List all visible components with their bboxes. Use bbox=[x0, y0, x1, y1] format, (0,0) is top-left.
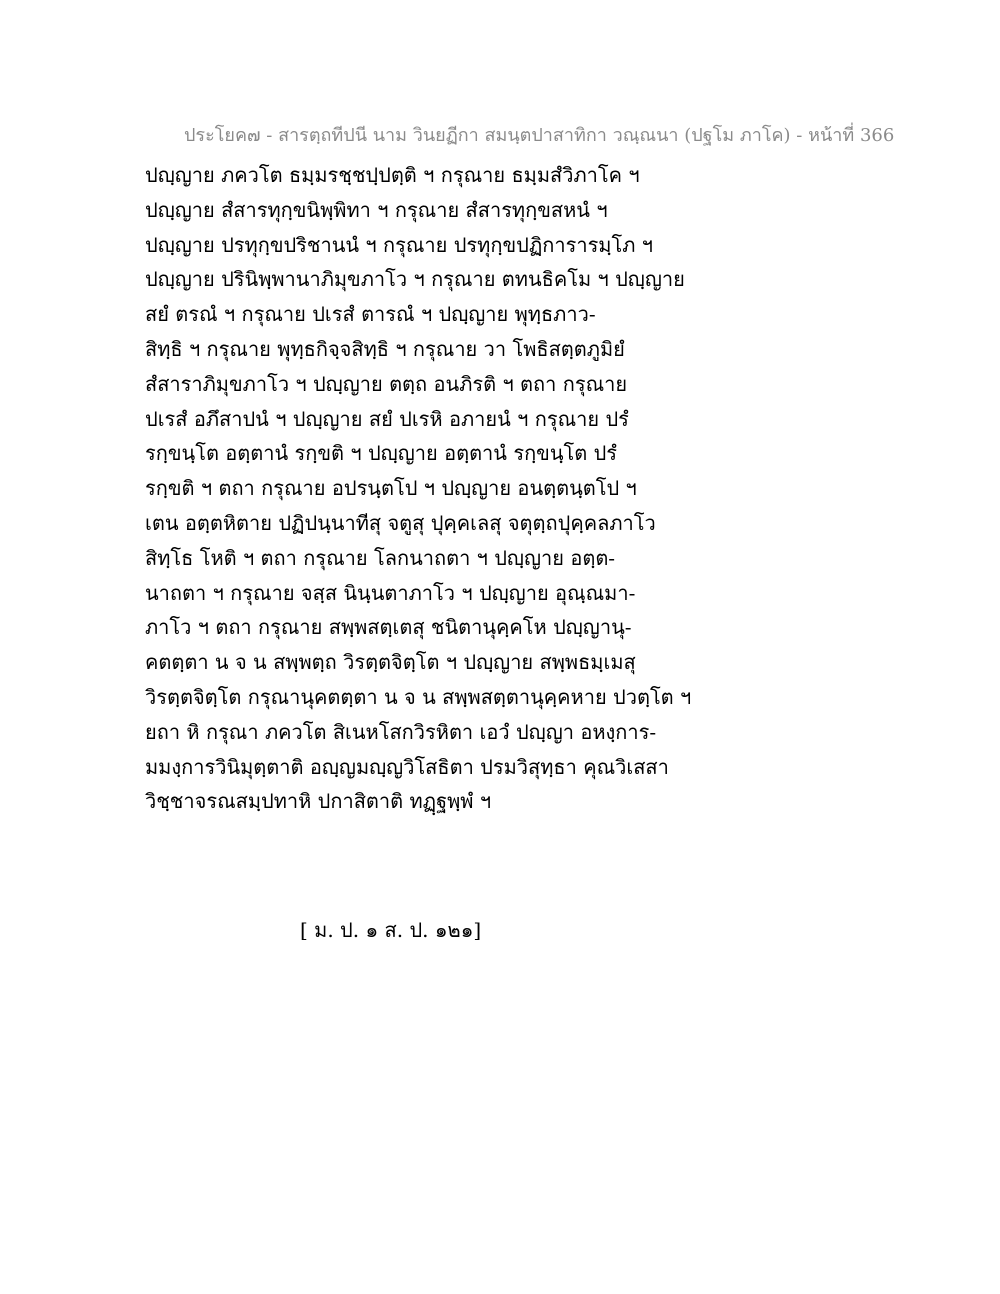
source-citation: [ ม. ป. ๑ ส. ป. ๑๒๑] bbox=[300, 918, 482, 942]
text-line: ยถา หิ กรุณา ภควโต สิเนหโสกวิรหิตา เอวํ ปญฺญา อหงฺการ- bbox=[145, 719, 657, 744]
text-line: สิทฺธิ ฯ กรุณาย พุทฺธกิจฺจสิทฺธิ ฯ กรุณาย วา โพธิสตฺตภูมิยํ bbox=[145, 336, 625, 361]
text-line: ภาโว ฯ ตถา กรุณาย สพฺพสตฺเตสุ ชนิตานุคฺคโห ปญฺญานุ- bbox=[145, 615, 632, 640]
text-line: สํสาราภิมุขภาโว ฯ ปญฺญาย ตตฺถ อนภิรติ ฯ ตถา กรุณาย bbox=[145, 371, 628, 396]
text-line: รกฺขนฺโต อตฺตานํ รกฺขติ ฯ ปญฺญาย อตฺตานํ รกฺขนฺโต ปรํ bbox=[145, 441, 618, 466]
text-line: นาถตา ฯ กรุณาย จสฺส นินฺนตาภาโว ฯ ปญฺญาย อุณฺณมา- bbox=[145, 580, 636, 605]
text-line: วิรตฺตจิตฺโต กรุณานุคตตฺตา น จ น สพฺพสตฺตานุคฺคหาย ปวตฺโต ฯ bbox=[145, 684, 692, 709]
text-line: รกฺขติ ฯ ตถา กรุณาย อปรนฺตโป ฯ ปญฺญาย อนตฺตนฺตโป ฯ bbox=[145, 476, 637, 501]
running-header: ประโยค๗ - สารตฺถทีปนี นาม วินยฏีกา สมนฺตปาสาทิกา วณฺณนา (ปฐโม ภาโค) - หน้าที่ 366 bbox=[184, 125, 895, 146]
text-line: สิทฺโธ โหติ ฯ ตถา กรุณาย โลกนาถตา ฯ ปญฺญาย อตฺต- bbox=[145, 545, 616, 570]
text-line: ปเรสํ อภึสาปนํ ฯ ปญฺญาย สยํ ปเรหิ อภายนํ ฯ กรุณาย ปรํ bbox=[145, 406, 629, 431]
text-line: ปญฺญาย ปรทุกฺขปริชานนํ ฯ กรุณาย ปรทุกฺขปฏิการารมฺโภ ฯ bbox=[145, 232, 654, 257]
text-line: วิชฺชาจรณสมฺปทาหิ ปกาสิตาติ ทฏฺฐพฺพํ ฯ bbox=[145, 789, 492, 814]
text-line: ปญฺญาย สํสารทุกฺขนิพฺพิทา ฯ กรุณาย สํสารทุกฺขสหนํ ฯ bbox=[145, 197, 608, 222]
text-line: คตตฺตา น จ น สพฺพตฺถ วิรตฺตจิตฺโต ฯ ปญฺญาย สพฺพธมฺเมสุ bbox=[145, 650, 636, 675]
text-line: ปญฺญาย ปรินิพฺพานาภิมุขภาโว ฯ กรุณาย ตทนธิคโม ฯ ปญฺญาย bbox=[145, 267, 685, 292]
text-line: สยํ ตรณํ ฯ กรุณาย ปเรสํ ตารณํ ฯ ปญฺญาย พุทฺธภาว- bbox=[145, 302, 596, 327]
text-line: มมงฺการวินิมุตฺตาติ อญฺญมญฺญวิโสธิตา ปรมวิสุทฺธา คุณวิเสสา bbox=[145, 754, 669, 779]
text-line: ปญฺญาย ภควโต ธมฺมรชฺชปฺปตฺติ ฯ กรุณาย ธมฺมสํวิภาโค ฯ bbox=[145, 163, 640, 187]
text-line: เตน อตฺตหิตาย ปฏิปนฺนาทีสุ จตูสุ ปุคฺคเลสุ จตุตฺถปุคฺคลภาโว bbox=[145, 510, 656, 535]
body-paragraph bbox=[145, 158, 945, 819]
